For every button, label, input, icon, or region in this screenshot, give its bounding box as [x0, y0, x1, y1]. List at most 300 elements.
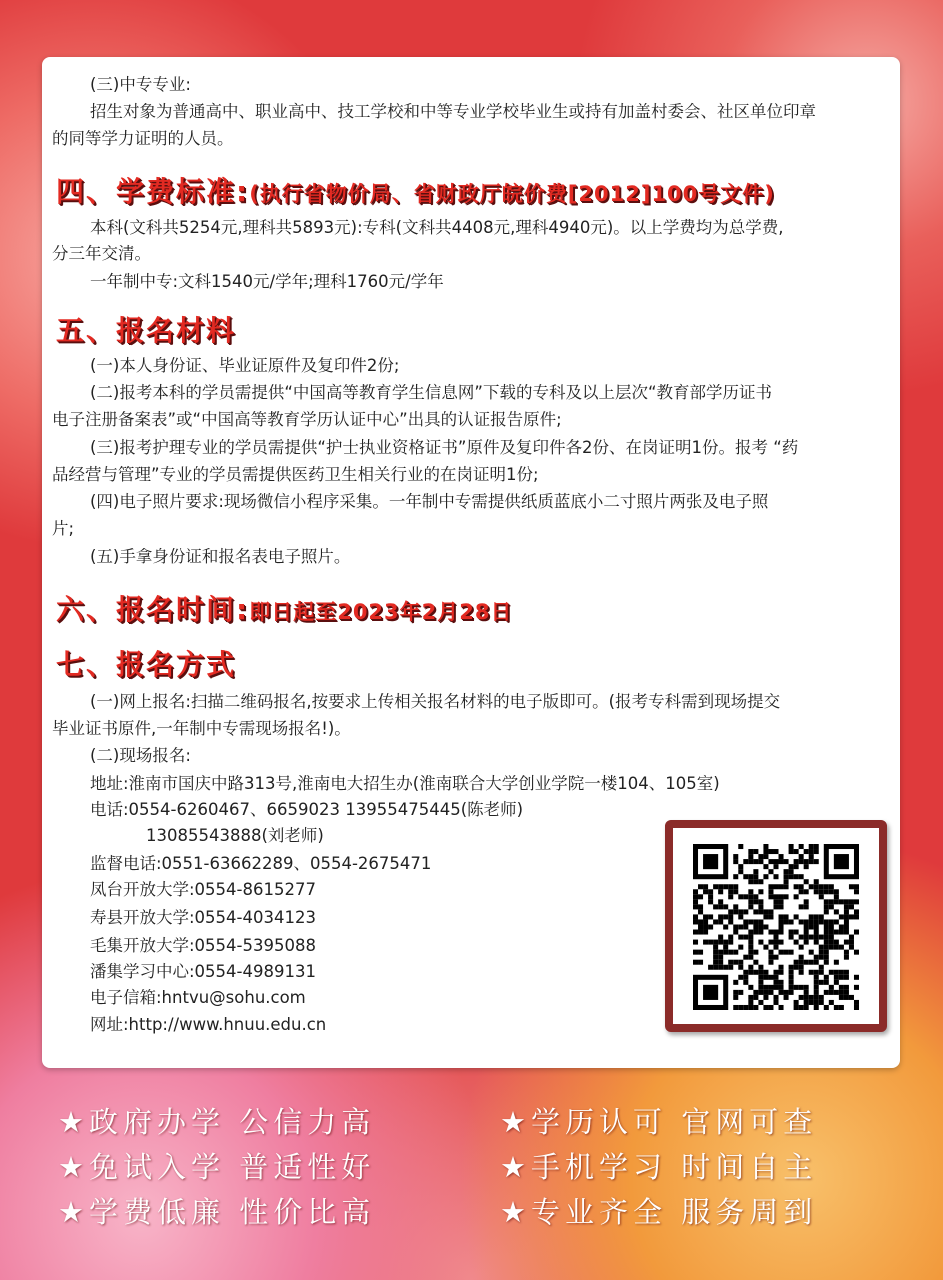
qr-module — [794, 884, 799, 889]
qr-module — [814, 990, 819, 995]
qr-module — [794, 940, 799, 945]
qr-module — [753, 859, 758, 864]
qr-module — [794, 894, 799, 899]
qr-module — [839, 990, 844, 995]
qr-module — [733, 909, 738, 914]
qr-module — [834, 894, 839, 899]
qr-module — [708, 924, 713, 929]
qr-module — [773, 940, 778, 945]
qr-module — [819, 884, 824, 889]
qr-module — [708, 965, 713, 970]
qr-module — [728, 884, 733, 889]
qr-module — [809, 960, 814, 965]
qr-module — [844, 940, 849, 945]
qr-module — [844, 899, 849, 904]
qr-module — [728, 919, 733, 924]
website[interactable]: 网址:http://www.hnuu.edu.cn — [90, 1015, 327, 1034]
qr-code[interactable] — [665, 820, 887, 1032]
qr-module — [794, 965, 799, 970]
qr-module — [779, 904, 784, 909]
qr-module — [708, 899, 713, 904]
qr-module — [738, 960, 743, 965]
qr-module — [758, 919, 763, 924]
qr-module — [804, 995, 809, 1000]
qr-module — [829, 1000, 834, 1005]
qr-module — [738, 1005, 743, 1010]
material-item-2: (二)报考本科的学员需提供“中国高等教育学生信息网”下载的专科及以上层次“教育部学历证书 — [90, 383, 773, 402]
qr-module — [784, 914, 789, 919]
qr-module — [839, 914, 844, 919]
qr-module — [824, 930, 829, 935]
qr-module — [743, 909, 748, 914]
qr-module — [743, 924, 748, 929]
qr-module — [703, 884, 708, 889]
phone-2: 13085543888(刘老师) — [146, 826, 324, 845]
qr-module — [784, 884, 789, 889]
onsite-registration-title: (二)现场报名: — [90, 746, 191, 765]
qr-module — [768, 1005, 773, 1010]
qr-module — [809, 950, 814, 955]
qr-module — [738, 935, 743, 940]
qr-module — [763, 909, 768, 914]
qr-module — [733, 874, 738, 879]
qr-module — [809, 919, 814, 924]
qr-module — [799, 970, 804, 975]
qr-module — [789, 935, 794, 940]
qr-module — [768, 940, 773, 945]
qr-module — [733, 960, 738, 965]
qr-module — [703, 889, 708, 894]
qr-module — [758, 899, 763, 904]
tuition-line-1: 本科(文科共5254元,理科共5893元):专科(文科共4408元,理科4940元)。以上学费均为总学费, — [90, 218, 784, 237]
qr-module — [799, 859, 804, 864]
qr-module — [758, 940, 763, 945]
qr-module — [748, 940, 753, 945]
qr-module — [748, 894, 753, 899]
qr-module — [804, 1000, 809, 1005]
qr-module — [804, 849, 809, 854]
qr-module — [748, 995, 753, 1000]
qr-module — [844, 924, 849, 929]
qr-module — [743, 935, 748, 940]
qr-module — [804, 899, 809, 904]
qr-module — [779, 990, 784, 995]
qr-module — [809, 970, 814, 975]
qr-module — [733, 924, 738, 929]
qr-module — [844, 975, 849, 980]
qr-module — [829, 970, 834, 975]
qr-module — [748, 854, 753, 859]
qr-module — [743, 970, 748, 975]
qr-module — [773, 955, 778, 960]
qr-module — [748, 904, 753, 909]
qr-module — [804, 990, 809, 995]
qr-module — [773, 995, 778, 1000]
qr-module — [718, 904, 723, 909]
qr-module — [773, 904, 778, 909]
qr-module — [728, 894, 733, 899]
qr-module — [784, 859, 789, 864]
qr-module — [768, 889, 773, 894]
qr-module — [844, 909, 849, 914]
qr-module — [779, 914, 784, 919]
qr-module — [794, 864, 799, 869]
qr-module — [748, 935, 753, 940]
qr-module — [763, 990, 768, 995]
qr-module — [723, 965, 728, 970]
qr-module — [718, 965, 723, 970]
qr-module — [763, 975, 768, 980]
qr-module — [768, 950, 773, 955]
qr-module — [708, 894, 713, 899]
qr-module — [723, 950, 728, 955]
qr-module — [799, 1005, 804, 1010]
qr-module — [779, 980, 784, 985]
qr-module — [763, 914, 768, 919]
slogan-5: ★学费低廉 性价比高 — [58, 1195, 376, 1229]
qr-module — [728, 909, 733, 914]
qr-module — [768, 960, 773, 965]
qr-module — [789, 985, 794, 990]
qr-module — [819, 995, 824, 1000]
qr-module — [804, 879, 809, 884]
qr-module — [779, 950, 784, 955]
qr-module — [723, 884, 728, 889]
qr-module — [819, 955, 824, 960]
qr-module — [819, 935, 824, 940]
qr-module — [713, 960, 718, 965]
qr-module — [824, 975, 829, 980]
qr-module — [748, 874, 753, 879]
qr-module — [814, 919, 819, 924]
qr-module — [733, 990, 738, 995]
qr-module — [723, 924, 728, 929]
qr-module — [753, 950, 758, 955]
maoji-phone: 毛集开放大学:0554-5395088 — [90, 936, 316, 955]
qr-module — [718, 899, 723, 904]
qr-module — [753, 995, 758, 1000]
zhongzhuan-title: (三)中专专业: — [90, 75, 191, 94]
qr-module — [768, 884, 773, 889]
qr-module — [799, 884, 804, 889]
qr-module — [829, 940, 834, 945]
qr-module — [693, 930, 698, 935]
qr-module — [698, 924, 703, 929]
qr-module — [703, 940, 708, 945]
qr-module — [713, 965, 718, 970]
qr-module — [804, 904, 809, 909]
qr-module — [834, 919, 839, 924]
supervision-phone: 监督电话:0551-63662289、0554-2675471 — [90, 854, 432, 873]
qr-module — [824, 899, 829, 904]
qr-module — [713, 950, 718, 955]
qr-module — [753, 924, 758, 929]
material-item-5: (五)手拿身份证和报名表电子照片。 — [90, 547, 351, 566]
qr-module — [784, 919, 789, 924]
qr-module — [738, 914, 743, 919]
qr-module — [773, 945, 778, 950]
qr-module — [819, 894, 824, 899]
qr-module — [804, 864, 809, 869]
qr-module — [733, 884, 738, 889]
qr-module — [789, 980, 794, 985]
qr-module — [748, 970, 753, 975]
qr-module — [753, 990, 758, 995]
qr-module — [779, 899, 784, 904]
qr-module — [693, 940, 698, 945]
qr-module — [784, 950, 789, 955]
qr-module — [738, 844, 743, 849]
fengtai-phone: 凤台开放大学:0554-8615277 — [90, 880, 316, 899]
qr-module — [713, 945, 718, 950]
slogan-1: ★政府办学 公信力高 — [58, 1105, 376, 1139]
qr-module — [844, 955, 849, 960]
qr-module — [839, 995, 844, 1000]
qr-module — [794, 930, 799, 935]
qr-module — [849, 899, 854, 904]
qr-module — [814, 955, 819, 960]
qr-module — [809, 1000, 814, 1005]
qr-module — [768, 975, 773, 980]
qr-module — [784, 869, 789, 874]
qr-module — [743, 1005, 748, 1010]
qr-module — [799, 844, 804, 849]
qr-module — [819, 970, 824, 975]
qr-module — [713, 955, 718, 960]
qr-module — [809, 859, 814, 864]
qr-module — [814, 940, 819, 945]
qr-module — [804, 1005, 809, 1010]
qr-module — [844, 914, 849, 919]
material-item-2-cont: 电子注册备案表”或“中国高等教育学历认证中心”出具的认证报告原件; — [52, 410, 562, 429]
qr-module — [728, 965, 733, 970]
qr-module — [834, 899, 839, 904]
qr-module — [799, 945, 804, 950]
phone: 电话:0554-6260467、6659023 13955475445(陈老师) — [90, 800, 524, 819]
qr-module — [834, 970, 839, 975]
qr-module — [834, 960, 839, 965]
qr-module — [829, 919, 834, 924]
qr-module — [824, 945, 829, 950]
qr-module — [718, 940, 723, 945]
qr-module — [849, 904, 854, 909]
qr-module — [773, 975, 778, 980]
qr-module — [849, 935, 854, 940]
qr-module — [819, 950, 824, 955]
qr-module — [814, 970, 819, 975]
qr-module — [693, 919, 698, 924]
qr-module — [733, 889, 738, 894]
qr-module — [748, 965, 753, 970]
registration-deadline: 即日起至2023年2月28日 — [249, 600, 513, 624]
qr-module — [789, 990, 794, 995]
qr-module — [723, 945, 728, 950]
qr-module — [773, 859, 778, 864]
qr-module — [768, 990, 773, 995]
qr-module — [748, 1005, 753, 1010]
qr-module — [733, 1005, 738, 1010]
qr-module — [728, 960, 733, 965]
qr-module — [738, 894, 743, 899]
qr-module — [693, 950, 698, 955]
qr-module — [789, 844, 794, 849]
email[interactable]: 电子信箱:hntvu@sohu.com — [90, 988, 306, 1007]
qr-module — [824, 919, 829, 924]
qr-module — [839, 945, 844, 950]
zhongzhuan-text-1: 招生对象为普通高中、职业高中、技工学校和中等专业学校毕业生或持有加盖村委会、社区单位印章 — [90, 102, 816, 121]
qr-module — [829, 945, 834, 950]
qr-module — [718, 950, 723, 955]
qr-module — [738, 864, 743, 869]
qr-module — [753, 930, 758, 935]
qr-module — [799, 874, 804, 879]
qr-module — [814, 859, 819, 864]
qr-module — [854, 930, 859, 935]
qr-module — [799, 919, 804, 924]
qr-module — [824, 935, 829, 940]
qr-module — [718, 960, 723, 965]
qr-module — [814, 985, 819, 990]
qr-module — [839, 899, 844, 904]
qr-module — [804, 940, 809, 945]
qr-module — [814, 1005, 819, 1010]
qr-module — [814, 1000, 819, 1005]
qr-module — [758, 904, 763, 909]
qr-module — [708, 940, 713, 945]
qr-module — [743, 980, 748, 985]
online-registration-1: (一)网上报名:扫描二维码报名,按要求上传相关报名材料的电子版即可。(报考专科需到现场提交 — [90, 692, 781, 711]
qr-module — [799, 960, 804, 965]
qr-module — [789, 975, 794, 980]
qr-module — [819, 965, 824, 970]
qr-module — [779, 940, 784, 945]
qr-module — [698, 919, 703, 924]
qr-module — [799, 955, 804, 960]
qr-module — [799, 995, 804, 1000]
qr-module — [758, 889, 763, 894]
qr-module — [698, 960, 703, 965]
qr-module — [758, 970, 763, 975]
qr-module — [819, 919, 824, 924]
qr-module — [718, 889, 723, 894]
section4-title: 四、学费标准: — [56, 175, 250, 208]
qr-module — [819, 1000, 824, 1005]
qr-module — [844, 930, 849, 935]
qr-module — [738, 869, 743, 874]
qr-module — [834, 889, 839, 894]
section4-subtitle: (执行省物价局、省财政厅皖价费[2012]100号文件) — [249, 182, 775, 206]
qr-module — [789, 950, 794, 955]
qr-module — [829, 935, 834, 940]
qr-module — [713, 884, 718, 889]
qr-module — [763, 970, 768, 975]
qr-module — [804, 859, 809, 864]
qr-module — [708, 914, 713, 919]
qr-module — [758, 930, 763, 935]
qr-module — [819, 889, 824, 894]
material-item-3: (三)报考护理专业的学员需提供“护士执业资格证书”原件及复印件各2份、在岗证明1份。报考 “药 — [90, 438, 799, 457]
qr-module — [814, 879, 819, 884]
qr-module — [753, 879, 758, 884]
qr-module — [753, 899, 758, 904]
qr-module — [824, 904, 829, 909]
qr-module — [738, 945, 743, 950]
qr-module — [799, 889, 804, 894]
qr-module — [733, 859, 738, 864]
qr-module — [768, 849, 773, 854]
qr-module — [703, 924, 708, 929]
qr-module — [779, 965, 784, 970]
panji-phone: 潘集学习中心:0554-4989131 — [90, 962, 316, 981]
qr-module — [763, 924, 768, 929]
qr-module — [839, 975, 844, 980]
qr-module — [738, 965, 743, 970]
qr-module — [789, 874, 794, 879]
qr-module — [698, 909, 703, 914]
qr-module — [763, 985, 768, 990]
qr-module — [758, 980, 763, 985]
qr-module — [763, 854, 768, 859]
qr-module — [814, 995, 819, 1000]
qr-module — [693, 889, 698, 894]
qr-module — [784, 990, 789, 995]
section6-heading — [56, 588, 513, 628]
address: 地址:淮南市国庆中路313号,淮南电大招生办(淮南联合大学创业学院一楼104、105室) — [90, 774, 720, 793]
qr-module — [794, 985, 799, 990]
qr-module — [748, 1000, 753, 1005]
qr-module — [834, 909, 839, 914]
qr-module — [773, 899, 778, 904]
qr-module — [804, 985, 809, 990]
qr-module — [768, 909, 773, 914]
qr-module — [824, 940, 829, 945]
qr-module — [718, 955, 723, 960]
qr-module — [733, 980, 738, 985]
qr-module — [844, 919, 849, 924]
qr-module — [844, 990, 849, 995]
qr-module — [804, 935, 809, 940]
qr-module — [753, 960, 758, 965]
qr-module — [799, 904, 804, 909]
qr-module — [738, 924, 743, 929]
qr-module — [748, 955, 753, 960]
qr-module — [733, 950, 738, 955]
qr-module — [773, 1000, 778, 1005]
qr-module — [839, 930, 844, 935]
qr-module — [703, 919, 708, 924]
section7-title: 七、报名方式 — [56, 648, 237, 681]
qr-module — [819, 980, 824, 985]
qr-module — [773, 894, 778, 899]
qr-module — [768, 955, 773, 960]
qr-module — [789, 965, 794, 970]
qr-module — [804, 889, 809, 894]
qr-module — [854, 1000, 859, 1005]
qr-module — [748, 919, 753, 924]
qr-module — [789, 864, 794, 869]
qr-module — [789, 919, 794, 924]
qr-finder — [834, 854, 849, 869]
qr-module — [809, 924, 814, 929]
qr-module — [733, 904, 738, 909]
qr-module — [814, 889, 819, 894]
qr-module — [829, 985, 834, 990]
qr-module — [773, 985, 778, 990]
qr-module — [758, 924, 763, 929]
qr-module — [824, 1005, 829, 1010]
qr-module — [849, 945, 854, 950]
qr-module — [779, 970, 784, 975]
